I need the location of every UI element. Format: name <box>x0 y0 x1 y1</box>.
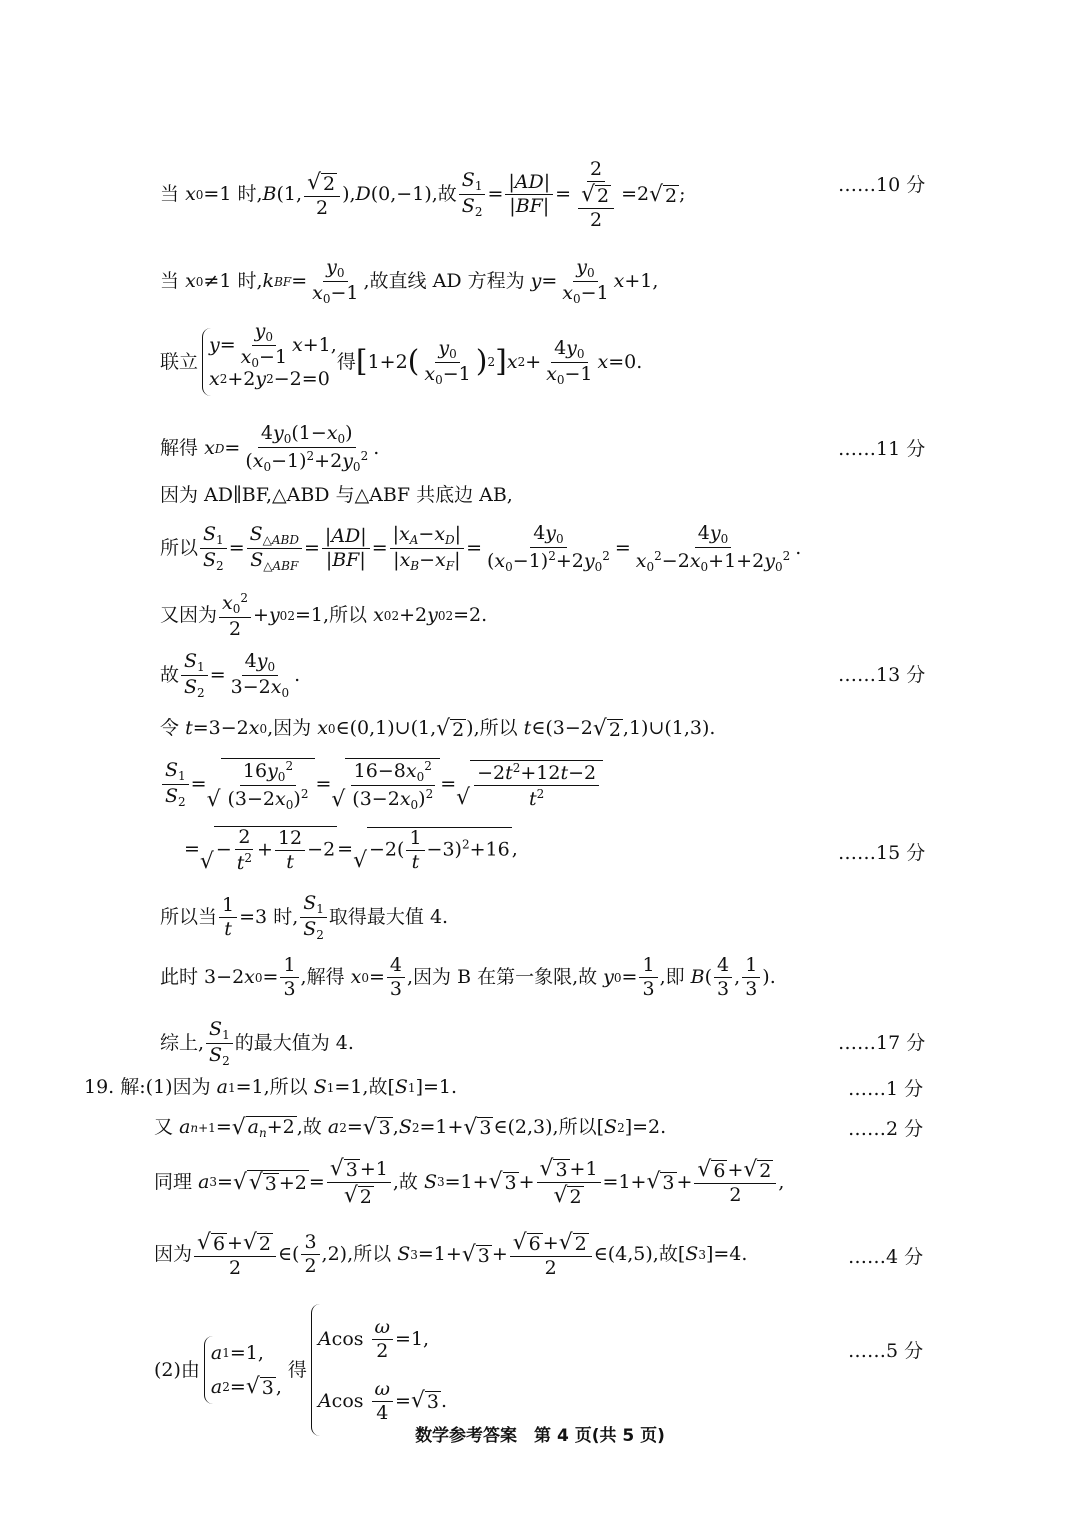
system-brace-a: a 1 =1, a 2 = √ 3 , <box>204 1336 282 1404</box>
score-10: ……10 分 <box>838 174 926 196</box>
score-5: ……5 分 <box>848 1340 924 1362</box>
page-footer: 数学参考答案 第 4 页(共 5 页) <box>415 1426 665 1446</box>
score-13: ……13 分 <box>838 664 926 686</box>
answer-page: 当 x 0 =1 时 , B (1, √ 2 2 ), D (0,−1), 故 $\frac{S_1}{S_2}$ = $\frac{|AD|}{|BF|}$ = 2 √ 2 2 =2 √ 2 ; ……10 分 当 x 0 ≠1 时 , k BF = $\frac{y_0}{x_0-1}$ ,故直线 AD 方程为 y = $\frac{y_0}{x_0-1}$ x +1, 联立 y = $\frac{y_0}{x_0-1}$ x +1, x 2 +2 y 2 −2=0 得 [ 1+2 ( $\frac{y_0}{x_0-1}$ ) 2 ] x 2 + $\frac{4y_0}{x_0-1}$ x =0. 解得 x D = $\frac{4y_0(1-x_0)}{(x_0-1)^2+2y_0^2}$ . ……11 分 因为 AD∥BF,△ABD 与△ABF 共底边 AB, 所以 $\frac{S_1}{S_2}$ = $\frac{S_{\triangle ABD}}{S_{\triangle ABF}}$ = $\frac{|AD|}{|BF|}$ = $\frac{|x_A-x_D|}{|x_B-x_F|}$ = $\frac{4y_0}{(x_0-1)^2+2y_0^2}$ = $\frac{4y_0}{x_0^2-2x_0+1+2y_0^2}$ . 又因为 $\frac{x_0^2}{2}$ + y 0 2 =1, 所以 x 0 2 +2 y 0 2 =2. 故 $\frac{S_1}{S_2}$ = $\frac{4y_0}{3-2x_0}$ . ……13 分 令 t =3−2 x 0 , 因为 x 0 ∈(0,1)∪(1, √ 2 ), 所以 t ∈(3−2 √ 2 ,1)∪(1,3). $\frac{S_1}{S_2}$ = √ $\frac{16y_0^2}{(3-2x_0)^2}$ = √ $\frac{16-8x_0^2}{(3-2x_0)^2}$ = √ $\frac{-2t^2+12t-2}{t^2}$ = √ − $\frac{2}{t^2}$ + $\frac{12}{t}$ −2 = √ −2( $\frac{1}{t}$ −3)$^2$+16 , ……15 分 所以 当 $\frac{1}{t}$ =3 时 , $\frac{S_1}{S_2}$ 取得最大值 4. 此时 3−2 x 0 = $\frac{1}{3}$ ,解得 x 0 = $\frac{4}{3}$ ,因为 B 在第一象限,故 y 0 = $\frac{1}{3}$ ,即 B ( $\frac{4}{3}$ , $\frac{1}{3}$ ). 综上, $\frac{S_1}{S_2}$ 的最大值为 4. ……17 分 19. 解:(1)因为 a 1 =1, 所以 S 1 =1, 故 [ S 1 ]=1. ……1 分 又 a n+1 = √ $a_n+2$ , 故 a 2 = √ 3 , S 2 =1+ √ 3 ∈(2,3), 所以 [ S 2 ]=2. ……2 分 同理 a 3 = √ √ 3 +2 = √ 3 +1 √ 2 , 故 S 3 =1+ √ 3 + √ 3 +1 √ 2 =1+ √ 3 + √ 6 + √ 2 2 , 因为 √ 6 + √ 2 2 ∈( $\frac{3}{2}$ ,2), 所以 S 3 =1+ √ 3 + √ 6 + √ 2 2 ∈(4,5), 故 [ S 3 ]=4. ……4 分 (2)由 a 1 =1, a 2 = √ 3 , 得 A cos $\frac{\omega}{2}$ =1, A cos $\frac{\omega}{4}$ = √ 3 . ……5 分 数学参考答案 第 4 页(共 5 页) <box>0 0 1080 1528</box>
score-4: ……4 分 <box>848 1246 924 1268</box>
system-brace-b: A cos $\frac{\omega}{2}$ =1, A cos $\frac{\omega}{4}$ = √ 3 . <box>311 1304 447 1436</box>
text: 当 <box>160 183 180 206</box>
score-11: ……11 分 <box>838 438 926 460</box>
score-15: ……15 分 <box>838 842 926 864</box>
system-brace: y = $\frac{y_0}{x_0-1}$ x +1, x 2 +2 y 2 −2=0 <box>202 328 337 396</box>
score-1: ……1 分 <box>848 1078 924 1100</box>
score-2: ……2 分 <box>848 1118 924 1140</box>
score-17: ……17 分 <box>838 1032 926 1054</box>
